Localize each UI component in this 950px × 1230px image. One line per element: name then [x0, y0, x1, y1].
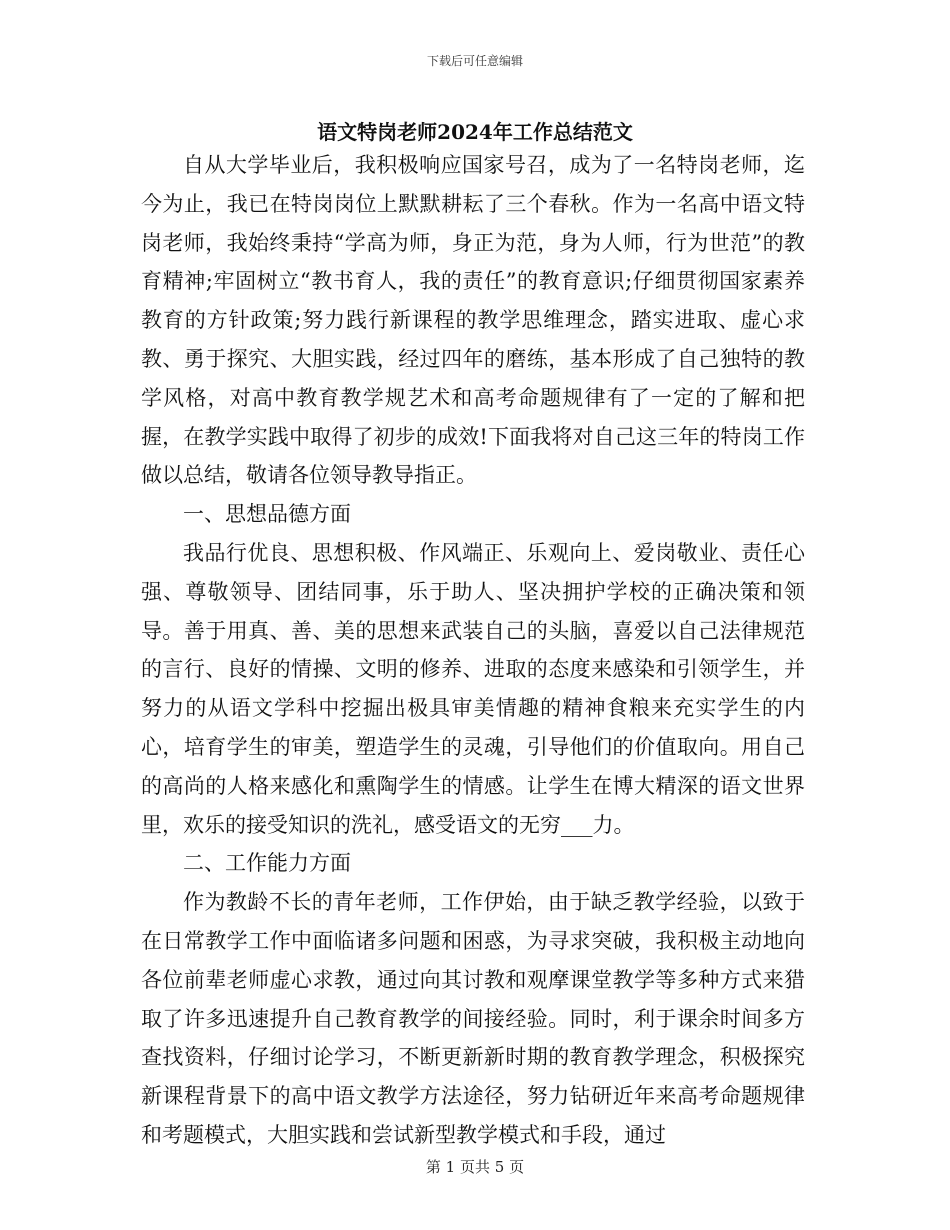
document-title: 语文特岗老师2024年工作总结范文 [317, 120, 633, 144]
intro-paragraph: 自从大学毕业后，我积极响应国家号召，成为了一名特岗老师，迄今为止，我已在特岗岗位上默默耕耘了三个春秋。作为一名高中语文特岗老师，我始终秉持“学高为师，身正为范，身为人师，行为世范”的教育精神;牢固树立“教书育人，我的责任”的教育意识;仔细贯彻国家素养教育的方针政策;努力践行新课程的教学思维理念，踏实进取、虚心求教、勇于探究、大胆实践，经过四年的磨练，基本形成了自己独特的教学风格，对高中教育教学规艺术和高考命题规律有了一定的了解和把握，在教学实践中取得了初步的成效!下面我将对自己这三年的特岗工作做以总结，敬请各位领导教导指正。 [141, 153, 805, 488]
section-heading-morality: 一、思想品德方面 [183, 502, 351, 527]
page-footer: 第 1 页共 5 页 [425, 1158, 525, 1176]
ability-paragraph: 作为教龄不长的青年老师，工作伊始，由于缺乏教学经验，以致于在日常教学工作中面临诸多问题和困惑，为寻求突破，我积极主动地向各位前辈老师虚心求教，通过向其讨教和观摩课堂教学等多种方式来猎取了许多迅速提升自己教育教学的间接经验。同时，利于课余时间多方查找资料，仔细讨论学习，不断更新新时期的教育教学理念，积极探究新课程背景下的高中语文教学方法途径，努力钻研近年来高考命题规律和考题模式，大胆实践和尝试新型教学模式和手段，通过 [141, 890, 805, 1147]
header-note: 下载后可任意编辑 [426, 54, 523, 68]
section-heading-ability: 二、工作能力方面 [183, 851, 351, 876]
morality-paragraph: 我品行优良、思想积极、作风端正、乐观向上、爱岗敬业、责任心强、尊敬领导、团结同事，乐于助人、坚决拥护学校的正确决策和领导。善于用真、善、美的思想来武装自己的头脑，喜爱以自己法律规范的言行、良好的情操、文明的修养、进取的态度来感染和引领学生，并努力的从语文学科中挖掘出极具审美情趣的精神食粮来充实学生的内心，培育学生的审美，塑造学生的灵魂，引导他们的价值取向。用自己的高尚的人格来感化和熏陶学生的情感。让学生在博大精深的语文世界里，欢乐的接受知识的洗礼，感受语文的无穷___力。 [141, 540, 805, 837]
document-body [141, 146, 805, 1155]
